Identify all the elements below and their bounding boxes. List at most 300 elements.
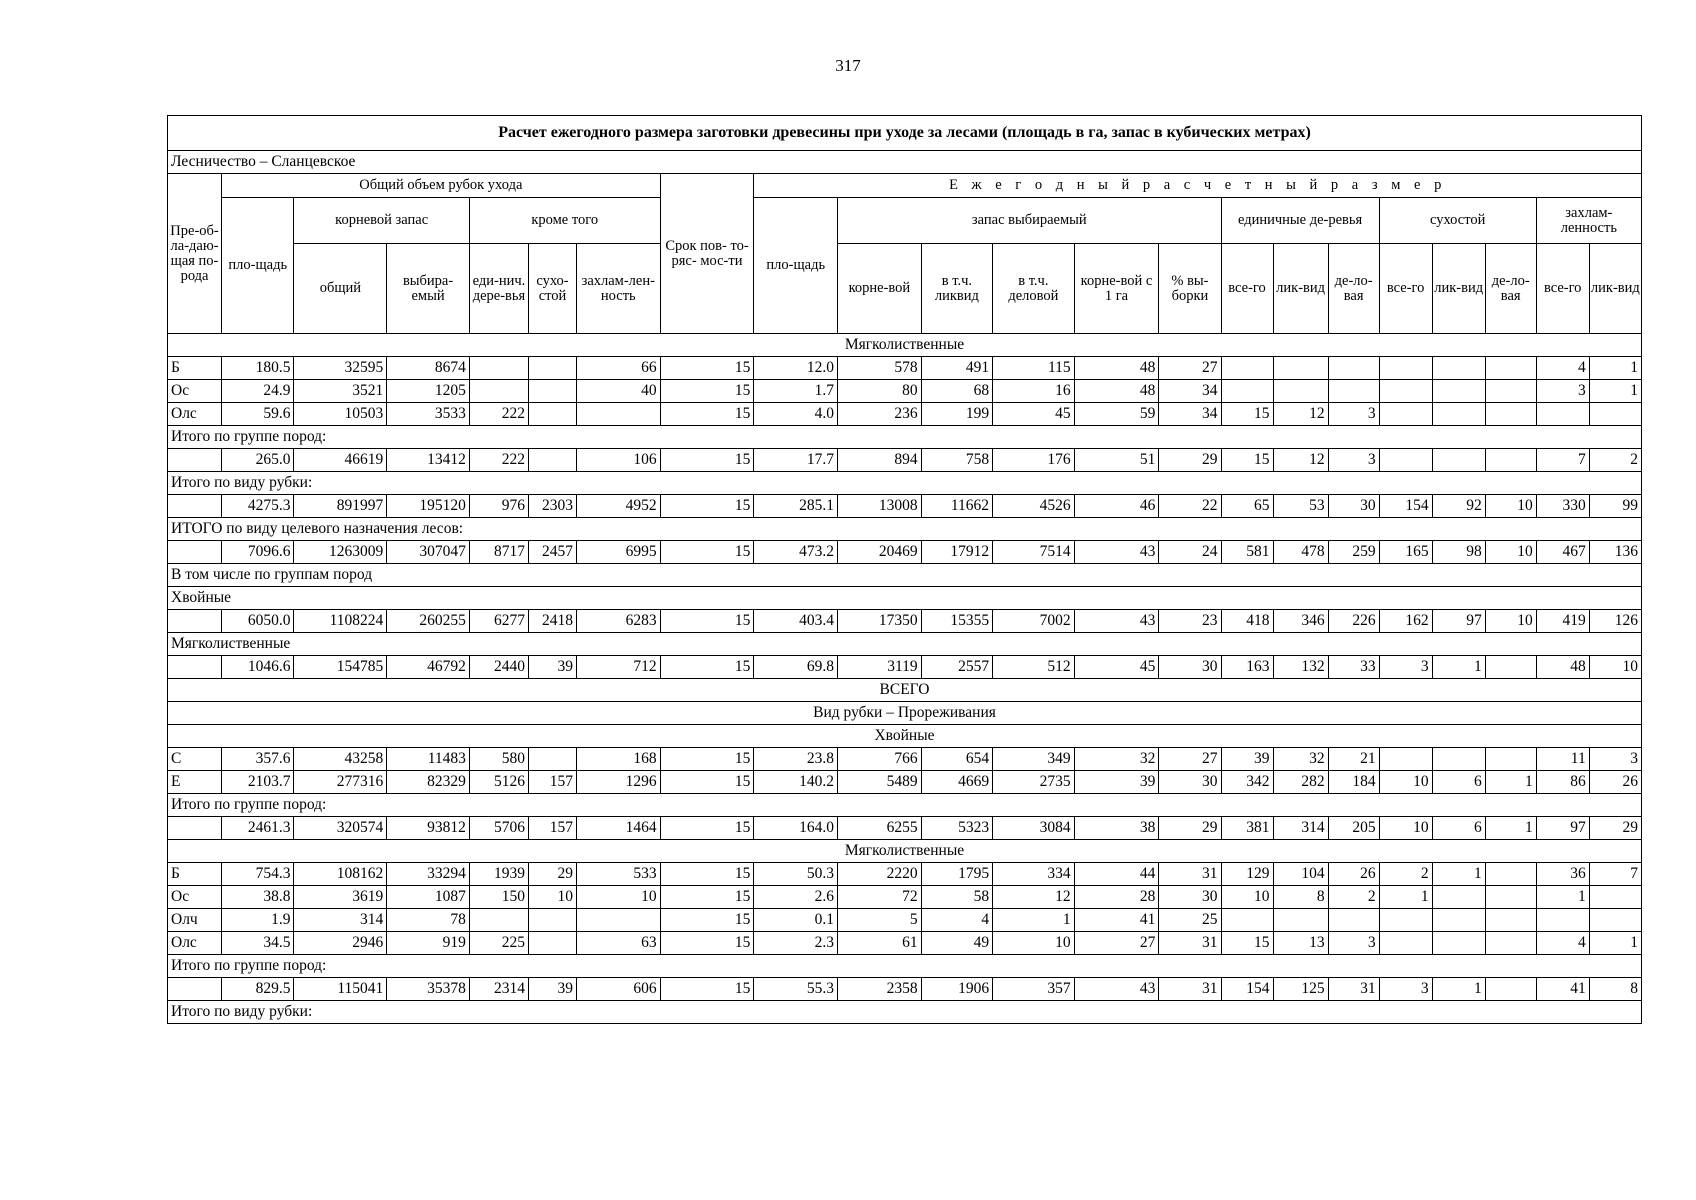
value-cell: 140.2 — [754, 771, 838, 794]
value-cell: 86 — [1536, 771, 1589, 794]
value-cell: 3 — [1328, 403, 1379, 426]
value-cell — [469, 357, 528, 380]
value-cell: 8674 — [387, 357, 470, 380]
table-row — [168, 817, 1642, 840]
value-cell — [529, 748, 577, 771]
value-cell: 15 — [1221, 449, 1273, 472]
value-cell: 0.1 — [754, 909, 838, 932]
value-cell — [1485, 863, 1536, 886]
value-cell — [1379, 357, 1432, 380]
value-cell — [1221, 357, 1273, 380]
value-cell: 4952 — [576, 495, 660, 518]
value-cell: 3 — [1379, 656, 1432, 679]
value-cell: 2314 — [469, 978, 528, 1001]
header-term: Срок пов- то-ряс- мос-ти — [660, 174, 754, 334]
value-cell: 919 — [387, 932, 470, 955]
value-cell: 3533 — [387, 403, 470, 426]
value-cell: 10 — [1379, 771, 1432, 794]
value-cell: 222 — [469, 449, 528, 472]
value-cell: 10 — [1485, 495, 1536, 518]
species-cell: Олс — [168, 403, 222, 426]
species-cell — [168, 978, 222, 1001]
value-cell: 39 — [1221, 748, 1273, 771]
forest-care-table-sheet — [167, 115, 1642, 1024]
header-clutter-all: все-го — [1536, 244, 1589, 334]
group-label-row — [168, 587, 1642, 610]
value-cell: 15 — [660, 932, 754, 955]
group-label-row — [168, 794, 1642, 817]
value-cell: 3084 — [993, 817, 1075, 840]
table-row — [168, 909, 1642, 932]
value-cell: 1296 — [576, 771, 660, 794]
table-body — [168, 334, 1642, 1024]
value-cell: 10 — [1221, 886, 1273, 909]
value-cell: 357 — [993, 978, 1075, 1001]
table-row — [168, 357, 1642, 380]
value-cell: 2457 — [529, 541, 577, 564]
value-cell: 1.7 — [754, 380, 838, 403]
value-cell: 154785 — [294, 656, 387, 679]
value-cell: 199 — [921, 403, 992, 426]
value-cell: 126 — [1589, 610, 1641, 633]
value-cell: 4526 — [993, 495, 1075, 518]
value-cell: 59 — [1074, 403, 1159, 426]
header-incl-liquid: в т.ч. ликвид — [921, 244, 992, 334]
value-cell: 38.8 — [222, 886, 294, 909]
table-row — [168, 748, 1642, 771]
value-cell: 1 — [1589, 932, 1641, 955]
value-cell: 163 — [1221, 656, 1273, 679]
table-row — [168, 863, 1642, 886]
value-cell: 4669 — [921, 771, 992, 794]
group-label-row — [168, 564, 1642, 587]
value-cell: 13008 — [838, 495, 922, 518]
value-cell: 13 — [1273, 932, 1328, 955]
table-title: Расчет ежегодного размера заготовки древесины при уходе за лесами (площадь в га, запас в кубических метрах) — [168, 116, 1642, 151]
value-cell: 3 — [1328, 449, 1379, 472]
header-annual-size: Е ж е г о д н ы й р а с ч е т н ы й р а з м е р — [754, 174, 1642, 198]
value-cell: 3 — [1379, 978, 1432, 1001]
value-cell: 11662 — [921, 495, 992, 518]
value-cell: 30 — [1159, 886, 1221, 909]
value-cell: 23.8 — [754, 748, 838, 771]
value-cell: 32 — [1273, 748, 1328, 771]
value-cell — [1485, 886, 1536, 909]
species-cell: Ос — [168, 380, 222, 403]
value-cell: 48 — [1074, 357, 1159, 380]
value-cell: 4 — [1536, 932, 1589, 955]
value-cell: 45 — [1074, 656, 1159, 679]
value-cell — [1432, 449, 1485, 472]
value-cell: 31 — [1159, 932, 1221, 955]
value-cell: 6283 — [576, 610, 660, 633]
group-label: В том числе по группам пород — [168, 564, 1642, 587]
group-label: Мягколиственные — [168, 633, 1642, 656]
species-cell — [168, 541, 222, 564]
table-row — [168, 932, 1642, 955]
value-cell: 8717 — [469, 541, 528, 564]
value-cell — [1432, 886, 1485, 909]
value-cell: 15 — [660, 449, 754, 472]
value-cell: 418 — [1221, 610, 1273, 633]
value-cell: 12 — [993, 886, 1075, 909]
section-heading: Мягколиственные — [168, 840, 1642, 863]
section-row — [168, 334, 1642, 357]
species-cell — [168, 610, 222, 633]
value-cell: 11 — [1536, 748, 1589, 771]
value-cell — [1379, 403, 1432, 426]
value-cell: 108162 — [294, 863, 387, 886]
section-heading: ВСЕГО — [168, 679, 1642, 702]
value-cell: 766 — [838, 748, 922, 771]
value-cell: 15 — [1221, 403, 1273, 426]
header-dry-business: де-ло-вая — [1485, 244, 1536, 334]
value-cell: 22 — [1159, 495, 1221, 518]
value-cell — [1432, 909, 1485, 932]
value-cell: 58 — [921, 886, 992, 909]
species-cell — [168, 495, 222, 518]
value-cell: 50.3 — [754, 863, 838, 886]
value-cell: 3 — [1536, 380, 1589, 403]
value-cell: 15 — [660, 748, 754, 771]
value-cell: 23 — [1159, 610, 1221, 633]
value-cell: 24.9 — [222, 380, 294, 403]
value-cell — [576, 403, 660, 426]
value-cell: 1205 — [387, 380, 470, 403]
value-cell — [1485, 656, 1536, 679]
value-cell — [1485, 932, 1536, 955]
value-cell: 260255 — [387, 610, 470, 633]
section-row — [168, 702, 1642, 725]
value-cell: 5706 — [469, 817, 528, 840]
group-label-row — [168, 518, 1642, 541]
value-cell: 46792 — [387, 656, 470, 679]
table-row — [168, 771, 1642, 794]
header-area: пло-щадь — [222, 198, 294, 334]
value-cell: 314 — [1273, 817, 1328, 840]
value-cell: 44 — [1074, 863, 1159, 886]
value-cell — [1485, 357, 1536, 380]
value-cell — [529, 932, 577, 955]
value-cell: 15 — [660, 357, 754, 380]
value-cell: 403.4 — [754, 610, 838, 633]
value-cell — [1379, 909, 1432, 932]
value-cell: 30 — [1328, 495, 1379, 518]
header-root: корне-вой — [838, 244, 922, 334]
table-row — [168, 541, 1642, 564]
value-cell: 357.6 — [222, 748, 294, 771]
value-cell: 35378 — [387, 978, 470, 1001]
value-cell — [1273, 909, 1328, 932]
value-cell: 282 — [1273, 771, 1328, 794]
value-cell — [469, 380, 528, 403]
value-cell: 606 — [576, 978, 660, 1001]
group-label: ИТОГО по виду целевого назначения лесов: — [168, 518, 1642, 541]
value-cell: 61 — [838, 932, 922, 955]
value-cell: 2557 — [921, 656, 992, 679]
value-cell — [1379, 932, 1432, 955]
value-cell — [529, 403, 577, 426]
value-cell: 236 — [838, 403, 922, 426]
value-cell: 654 — [921, 748, 992, 771]
value-cell: 2358 — [838, 978, 922, 1001]
value-cell: 15 — [660, 403, 754, 426]
value-cell: 28 — [1074, 886, 1159, 909]
species-cell: Б — [168, 357, 222, 380]
value-cell — [529, 909, 577, 932]
value-cell: 132 — [1273, 656, 1328, 679]
value-cell — [1536, 403, 1589, 426]
value-cell: 15 — [1221, 932, 1273, 955]
value-cell: 3119 — [838, 656, 922, 679]
value-cell: 32595 — [294, 357, 387, 380]
value-cell: 894 — [838, 449, 922, 472]
value-cell: 285.1 — [754, 495, 838, 518]
value-cell: 106 — [576, 449, 660, 472]
value-cell: 10 — [1485, 610, 1536, 633]
value-cell: 48 — [1074, 380, 1159, 403]
value-cell: 2 — [1379, 863, 1432, 886]
value-cell: 136 — [1589, 541, 1641, 564]
value-cell: 2 — [1589, 449, 1641, 472]
value-cell — [529, 449, 577, 472]
value-cell: 17912 — [921, 541, 992, 564]
value-cell — [1485, 978, 1536, 1001]
header-root-per-ha: корне-вой с 1 га — [1074, 244, 1159, 334]
header-single-trees: единичные де-ревья — [1221, 198, 1379, 244]
value-cell: 43 — [1074, 541, 1159, 564]
value-cell: 165 — [1379, 541, 1432, 564]
header-total-volume: Общий объем рубок ухода — [222, 174, 661, 198]
value-cell: 381 — [1221, 817, 1273, 840]
value-cell — [1432, 357, 1485, 380]
value-cell: 320574 — [294, 817, 387, 840]
value-cell — [1273, 380, 1328, 403]
group-label-row — [168, 955, 1642, 978]
value-cell: 72 — [838, 886, 922, 909]
value-cell: 55.3 — [754, 978, 838, 1001]
value-cell: 162 — [1379, 610, 1432, 633]
group-label-row — [168, 1001, 1642, 1024]
table-row — [168, 978, 1642, 1001]
value-cell: 307047 — [387, 541, 470, 564]
value-cell: 49 — [921, 932, 992, 955]
value-cell: 7514 — [993, 541, 1075, 564]
value-cell: 2461.3 — [222, 817, 294, 840]
value-cell: 1906 — [921, 978, 992, 1001]
value-cell: 39 — [1074, 771, 1159, 794]
value-cell: 225 — [469, 932, 528, 955]
header-dry-liquid: лик-вид — [1432, 244, 1485, 334]
value-cell: 334 — [993, 863, 1075, 886]
header-pct: % вы-борки — [1159, 244, 1221, 334]
value-cell: 93812 — [387, 817, 470, 840]
value-cell: 10 — [529, 886, 577, 909]
header-dry: сухо-стой — [529, 244, 577, 334]
value-cell: 205 — [1328, 817, 1379, 840]
value-cell: 349 — [993, 748, 1075, 771]
value-cell: 15 — [660, 909, 754, 932]
header-clutter-low: захлам-лен-ность — [576, 244, 660, 334]
value-cell: 976 — [469, 495, 528, 518]
value-cell: 29 — [529, 863, 577, 886]
value-cell: 2418 — [529, 610, 577, 633]
value-cell — [1589, 403, 1641, 426]
value-cell: 829.5 — [222, 978, 294, 1001]
value-cell: 29 — [1159, 449, 1221, 472]
value-cell: 1 — [1589, 357, 1641, 380]
value-cell: 168 — [576, 748, 660, 771]
value-cell: 6050.0 — [222, 610, 294, 633]
table-row — [168, 403, 1642, 426]
value-cell: 34.5 — [222, 932, 294, 955]
value-cell — [1485, 380, 1536, 403]
value-cell: 7096.6 — [222, 541, 294, 564]
value-cell: 30 — [1159, 771, 1221, 794]
value-cell: 5 — [838, 909, 922, 932]
value-cell: 1.9 — [222, 909, 294, 932]
value-cell — [1379, 380, 1432, 403]
value-cell — [1379, 449, 1432, 472]
value-cell: 1 — [1432, 863, 1485, 886]
value-cell: 2.3 — [754, 932, 838, 955]
section-row — [168, 725, 1642, 748]
value-cell: 13412 — [387, 449, 470, 472]
value-cell — [1589, 886, 1641, 909]
value-cell: 43 — [1074, 978, 1159, 1001]
species-cell: Олч — [168, 909, 222, 932]
group-label: Итого по группе пород: — [168, 955, 1642, 978]
value-cell — [576, 909, 660, 932]
value-cell: 27 — [1074, 932, 1159, 955]
value-cell: 45 — [993, 403, 1075, 426]
value-cell: 38 — [1074, 817, 1159, 840]
species-cell: Ос — [168, 886, 222, 909]
value-cell: 10 — [576, 886, 660, 909]
value-cell — [1432, 380, 1485, 403]
value-cell: 41 — [1074, 909, 1159, 932]
value-cell: 41 — [1536, 978, 1589, 1001]
value-cell: 4275.3 — [222, 495, 294, 518]
value-cell: 5126 — [469, 771, 528, 794]
value-cell: 1939 — [469, 863, 528, 886]
value-cell: 21 — [1328, 748, 1379, 771]
value-cell: 5323 — [921, 817, 992, 840]
value-cell: 53 — [1273, 495, 1328, 518]
value-cell: 314 — [294, 909, 387, 932]
value-cell: 2 — [1328, 886, 1379, 909]
value-cell: 46 — [1074, 495, 1159, 518]
value-cell: 98 — [1432, 541, 1485, 564]
value-cell: 43258 — [294, 748, 387, 771]
value-cell: 27 — [1159, 748, 1221, 771]
value-cell: 5489 — [838, 771, 922, 794]
value-cell: 15 — [660, 978, 754, 1001]
section-heading: Вид рубки – Прореживания — [168, 702, 1642, 725]
header-deadwood: сухостой — [1379, 198, 1536, 244]
table-row — [168, 656, 1642, 679]
value-cell: 1 — [1589, 380, 1641, 403]
table-row — [168, 380, 1642, 403]
value-cell — [1485, 403, 1536, 426]
header-single-liquid: лик-вид — [1273, 244, 1328, 334]
value-cell: 25 — [1159, 909, 1221, 932]
value-cell: 578 — [838, 357, 922, 380]
value-cell: 34 — [1159, 403, 1221, 426]
value-cell: 12.0 — [754, 357, 838, 380]
header-clutter-liquid: лик-вид — [1589, 244, 1641, 334]
value-cell: 39 — [529, 978, 577, 1001]
section-heading: Хвойные — [168, 725, 1642, 748]
harvest-calculation-table — [167, 115, 1642, 1024]
value-cell: 78 — [387, 909, 470, 932]
value-cell: 1046.6 — [222, 656, 294, 679]
value-cell: 226 — [1328, 610, 1379, 633]
species-cell: Б — [168, 863, 222, 886]
value-cell: 115 — [993, 357, 1075, 380]
value-cell: 222 — [469, 403, 528, 426]
species-cell — [168, 817, 222, 840]
value-cell: 259 — [1328, 541, 1379, 564]
species-cell — [168, 449, 222, 472]
value-cell: 184 — [1328, 771, 1379, 794]
value-cell — [469, 909, 528, 932]
value-cell: 104 — [1273, 863, 1328, 886]
value-cell: 15 — [660, 656, 754, 679]
value-cell: 330 — [1536, 495, 1589, 518]
value-cell: 4 — [1536, 357, 1589, 380]
value-cell: 31 — [1159, 978, 1221, 1001]
value-cell — [1432, 932, 1485, 955]
value-cell: 12 — [1273, 403, 1328, 426]
value-cell — [529, 380, 577, 403]
header-single: еди-нич. дере-вья — [469, 244, 528, 334]
page-number: 317 — [835, 56, 861, 75]
value-cell: 26 — [1328, 863, 1379, 886]
section-heading: Мягколиственные — [168, 334, 1642, 357]
value-cell: 17350 — [838, 610, 922, 633]
value-cell: 33294 — [387, 863, 470, 886]
value-cell: 164.0 — [754, 817, 838, 840]
forestry-name: Лесничество – Сланцевское — [168, 151, 1642, 174]
table-row — [168, 449, 1642, 472]
header-total: общий — [294, 244, 387, 334]
group-label-row — [168, 633, 1642, 656]
value-cell: 43 — [1074, 610, 1159, 633]
value-cell — [1328, 909, 1379, 932]
value-cell — [1328, 357, 1379, 380]
value-cell: 30 — [1159, 656, 1221, 679]
group-label: Итого по виду рубки: — [168, 1001, 1642, 1024]
value-cell: 176 — [993, 449, 1075, 472]
value-cell — [1589, 909, 1641, 932]
value-cell: 4.0 — [754, 403, 838, 426]
value-cell: 15 — [660, 380, 754, 403]
value-cell: 2735 — [993, 771, 1075, 794]
value-cell: 27 — [1159, 357, 1221, 380]
value-cell: 33 — [1328, 656, 1379, 679]
value-cell: 265.0 — [222, 449, 294, 472]
species-cell: Олс — [168, 932, 222, 955]
value-cell: 1 — [1485, 771, 1536, 794]
value-cell — [1432, 748, 1485, 771]
group-label: Хвойные — [168, 587, 1642, 610]
header-area-annual: пло-щадь — [754, 198, 838, 334]
value-cell: 157 — [529, 817, 577, 840]
value-cell: 36 — [1536, 863, 1589, 886]
value-cell: 15355 — [921, 610, 992, 633]
species-cell: Е — [168, 771, 222, 794]
